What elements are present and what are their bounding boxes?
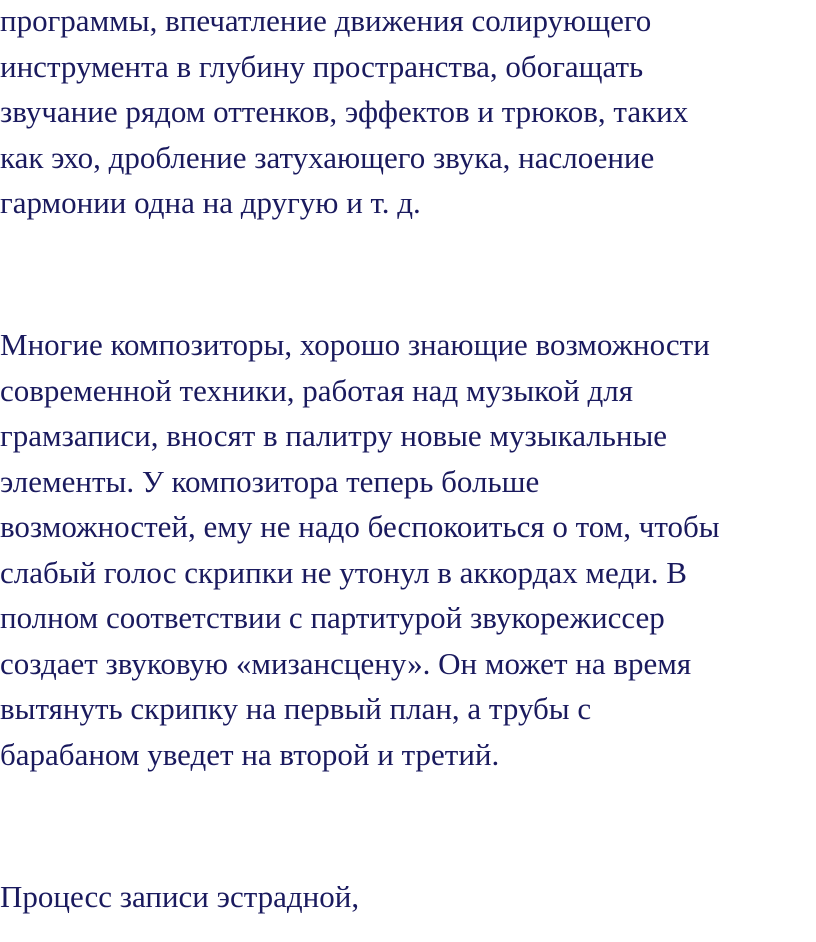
paragraph-line: гармонии одна на другую и т. д. <box>0 185 421 220</box>
paragraph-1 <box>0 0 816 226</box>
paragraph-line: Многие композиторы, хорошо знающие возможности <box>0 327 710 362</box>
paragraph-line: инструмента в глубину пространства, обогащать <box>0 48 644 84</box>
paragraph-line: Процесс записи эстрадной, <box>0 879 360 914</box>
paragraph-line: современной техники, работая над музыкой для <box>0 372 633 408</box>
paragraph-line: слабый голос скрипки не утонул в аккордах меди. В <box>0 554 687 590</box>
paragraph-line: полном соответствии с партитурой звукорежиссер <box>0 600 665 635</box>
paragraph-line: грамзаписи, вносят в палитру новые музыкальные <box>0 418 668 453</box>
paragraph-line: как эхо, дробление затухающего звука, наслоение <box>0 139 655 175</box>
paragraph-line: элементы. У композитора теперь больше <box>0 463 540 499</box>
paragraph-line: создает звуковую «мизансцену». Он может на время <box>0 645 692 681</box>
paragraph-line: барабаном уведет на второй и третий. <box>0 736 500 772</box>
paragraph-2 <box>0 322 816 777</box>
paragraph-line: возможностей, ему не надо беспокоиться о том, чтобы <box>0 509 720 544</box>
paragraph-line: звучание рядом оттенков, эффектов и трюков, таких <box>0 94 689 129</box>
paragraph-line: программы, впечатление движения солирующего <box>0 3 652 38</box>
paragraph-3 <box>0 874 816 920</box>
paragraph-line: вытянуть скрипку на первый план, а трубы с <box>0 691 592 726</box>
